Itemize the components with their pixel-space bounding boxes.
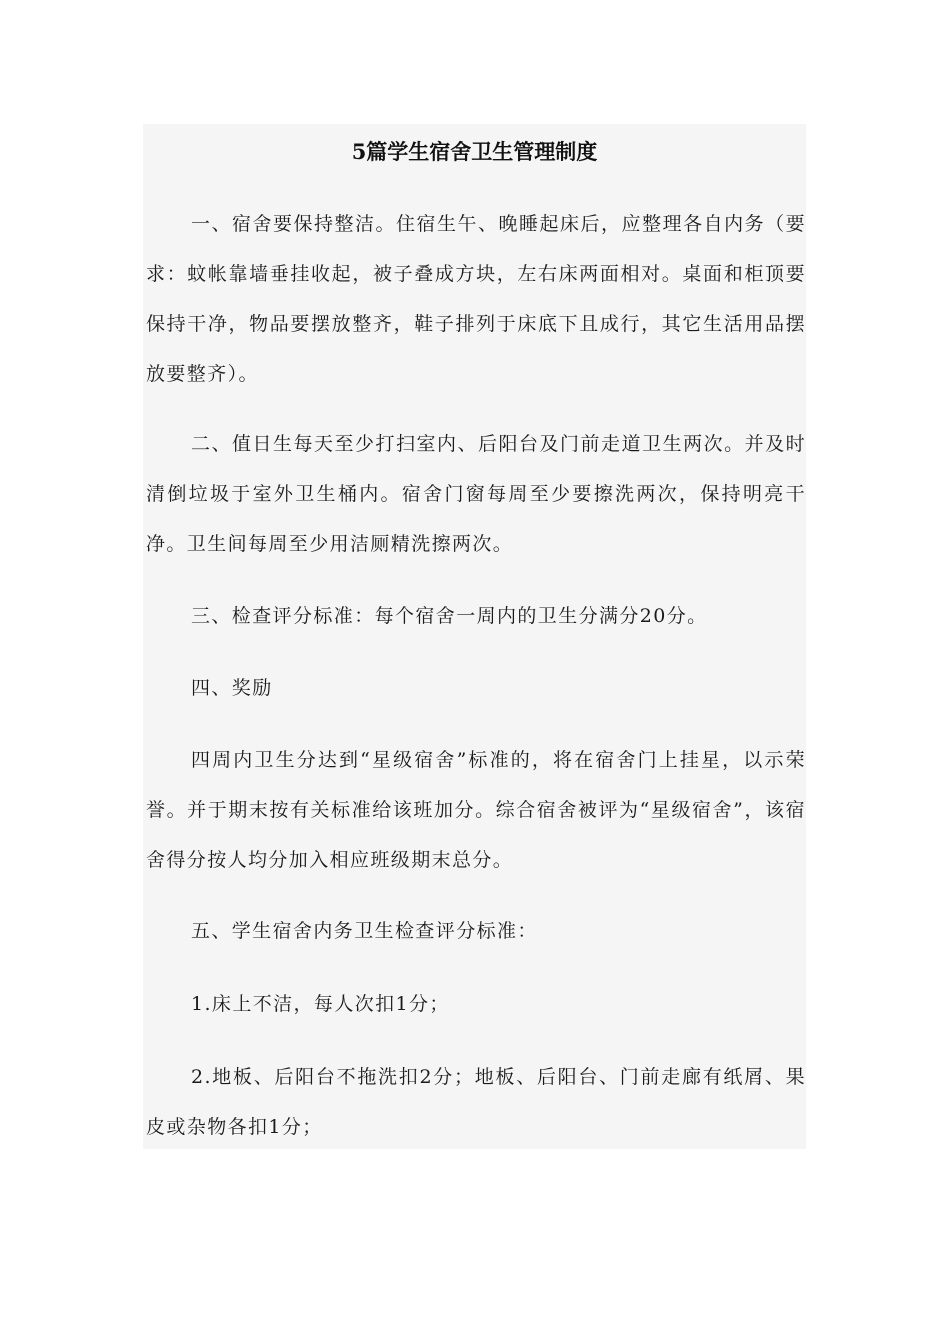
paragraph-inspection-criteria: 五、学生宿舍内务卫生检查评分标准： [191, 920, 538, 942]
paragraph-rule-2: 2.地板、后阳台不拖洗扣2分；地板、后阳台、门前走廊有纸屑、果皮或杂物各扣1分； [146, 1066, 806, 1138]
document-title: 5篇学生宿舍卫生管理制度 [351, 139, 598, 164]
paragraph-dorm-tidiness: 一、宿舍要保持整洁。住宿生午、晚睡起床后，应整理各自内务（要求：蚊帐靠墙垂挂收起，被子叠成方块，左右床两面相对。桌面和柜顶要保持干净，物品要摆放整齐，鞋子排列于床底下且成行，其它生活用品摆放要整齐）。 [146, 213, 806, 385]
paragraph-duty-cleaning: 二、值日生每天至少打扫室内、后阳台及门前走道卫生两次。并及时清倒垃圾于室外卫生桶内。宿舍门窗每周至少要擦洗两次，保持明亮干净。卫生间每周至少用洁厕精洗擦两次。 [146, 433, 806, 555]
paragraph-rewards-heading: 四、奖励 [191, 677, 273, 699]
paragraph-rule-1: 1.床上不洁，每人次扣1分； [191, 993, 450, 1015]
paragraph-star-dorm: 四周内卫生分达到“星级宿舍”标准的，将在宿舍门上挂星，以示荣誉。并于期末按有关标准给该班加分。综合宿舍被评为“星级宿舍”，该宿舍得分按人均分加入相应班级期末总分。 [146, 749, 806, 871]
paragraph-scoring-standard: 三、检查评分标准：每个宿舍一周内的卫生分满分20分。 [191, 605, 708, 627]
